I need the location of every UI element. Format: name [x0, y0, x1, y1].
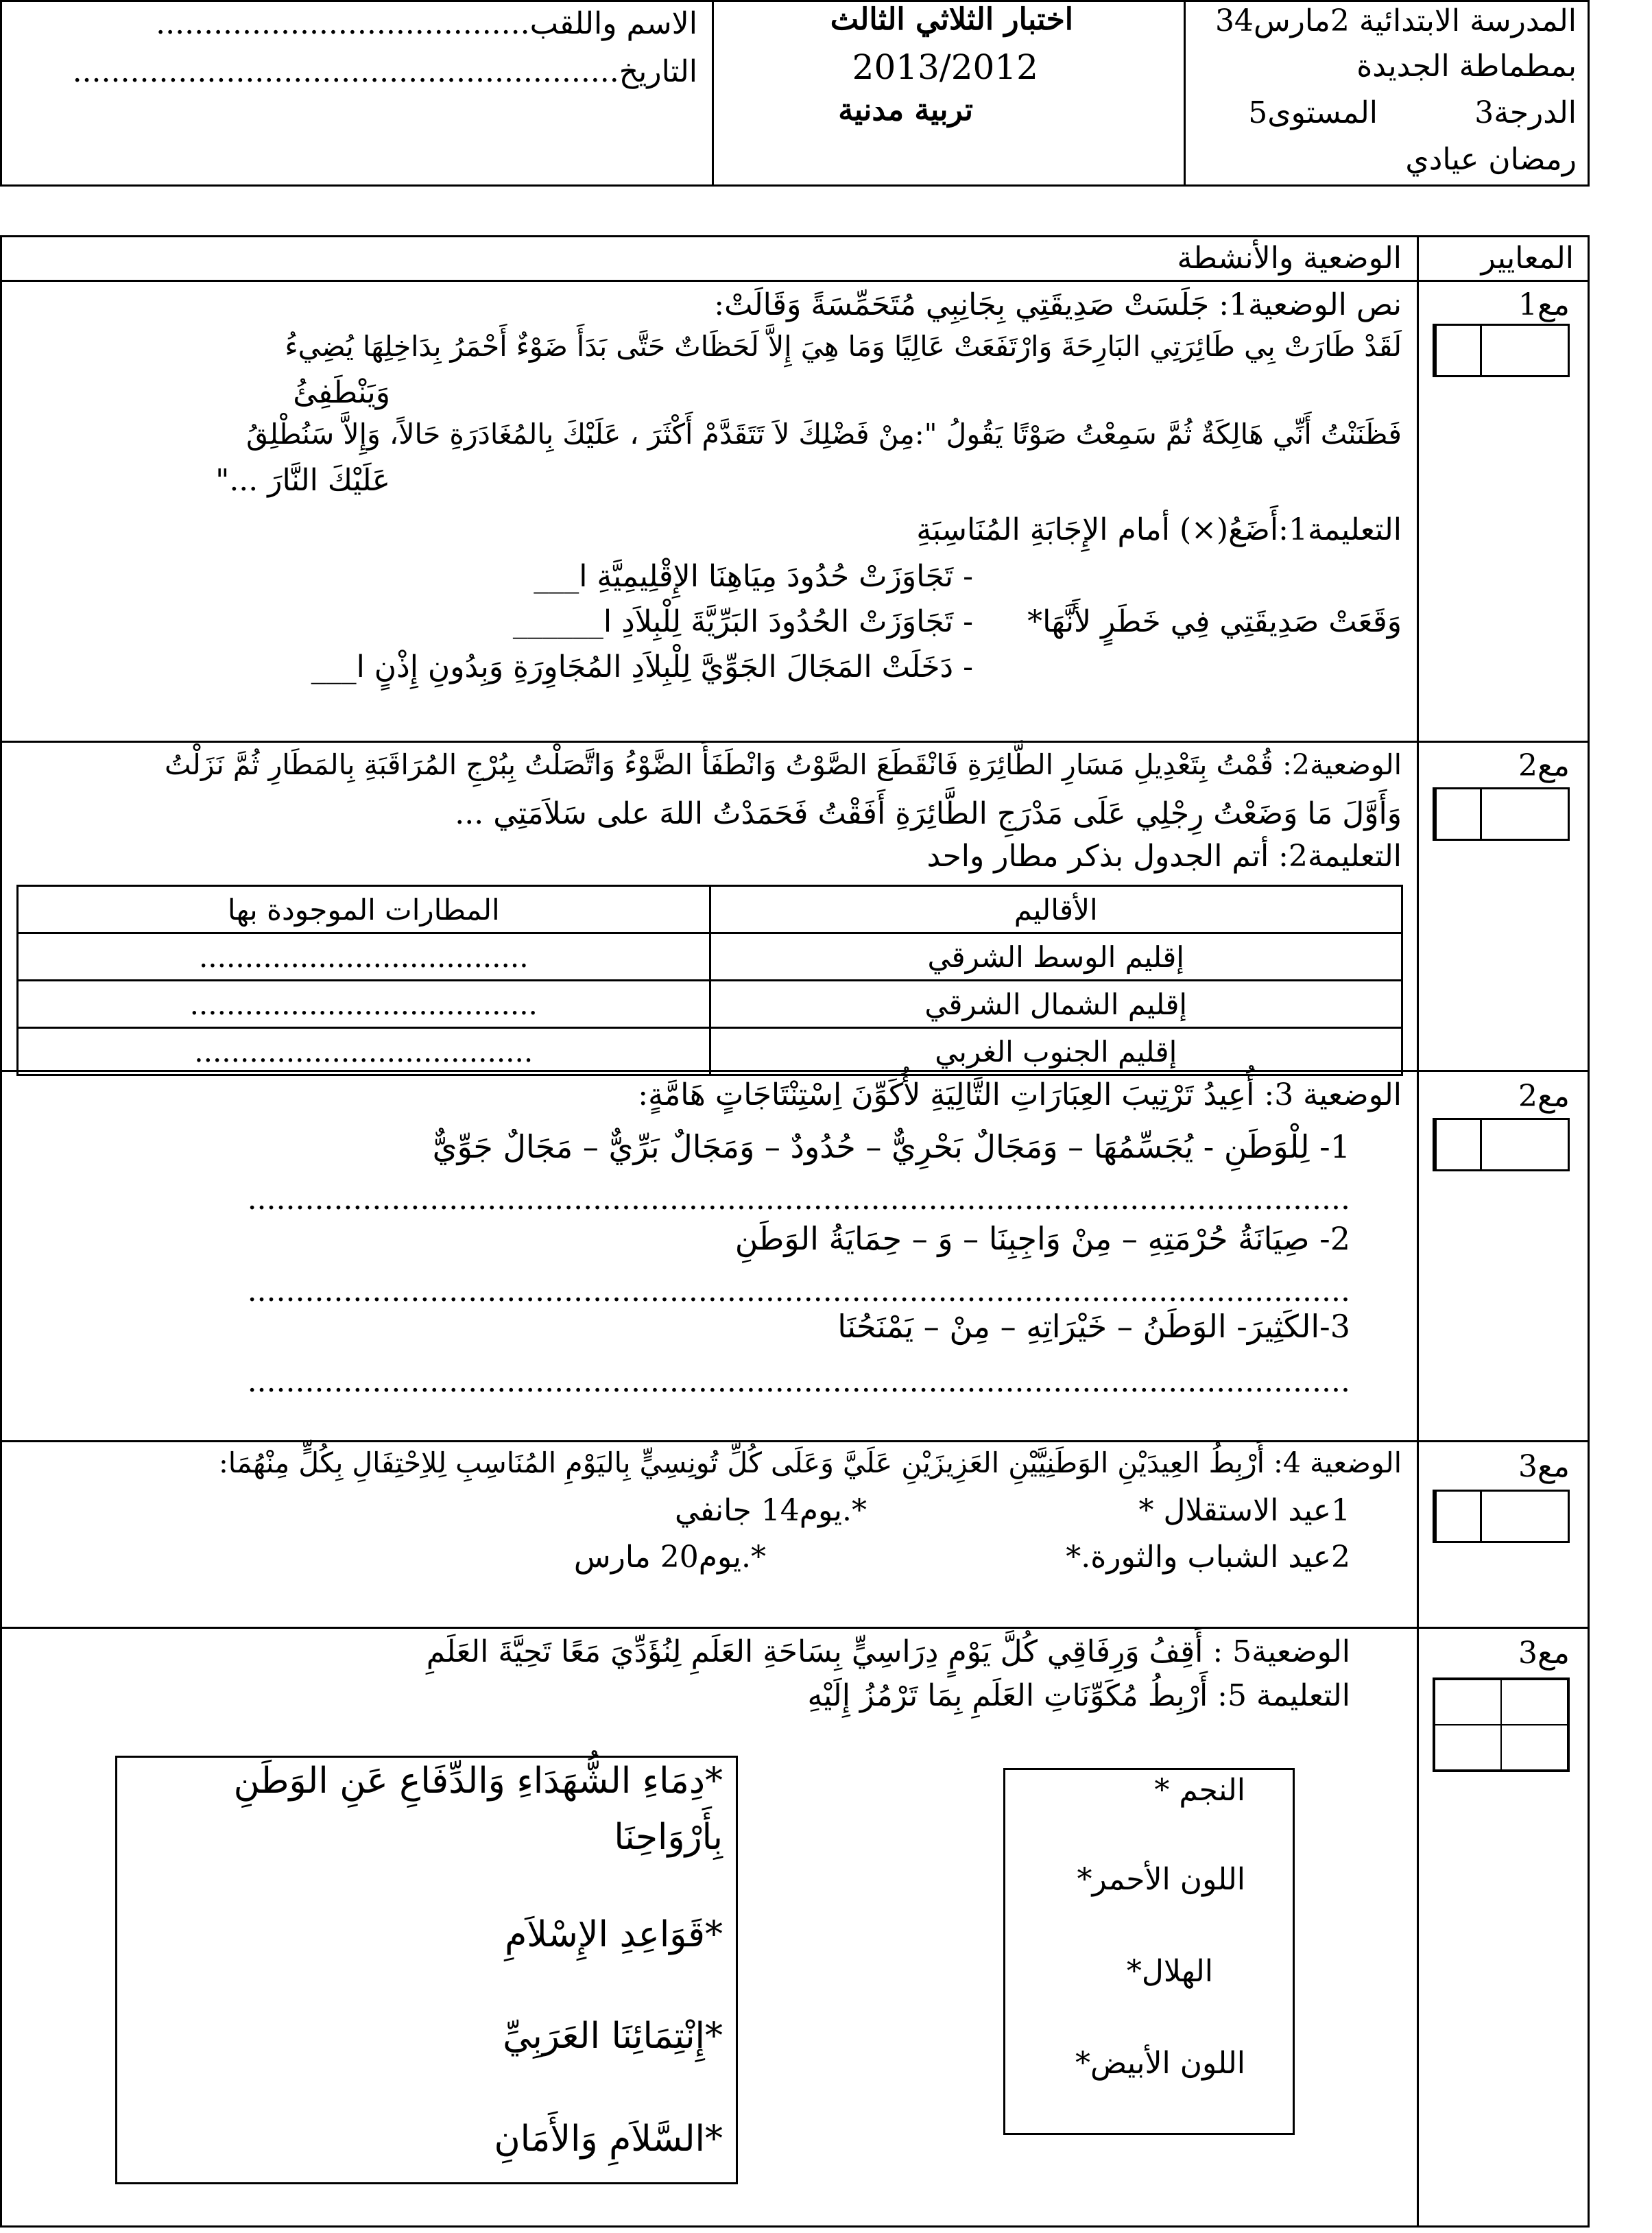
situation2-text-1: الوضعية2: قُمْتُ بِتَعْدِيلِ مَسَارِ الطَّائِرَةِ فَانْقَطَعَ الصَّوْتُ وَانْطَفَأَ الضَّوْءُ وَاتَّصَلْتُ بِبُرْجِ المُرَاقَبَةِ بِالمَطَارِ ثُمَّ نَزَلْتُ	[164, 748, 1402, 781]
answer-line-3[interactable]: ...................................................................................................................	[247, 1364, 1350, 1399]
situation1-text-3: فَظَنَنْتُ أَنِّي هَالِكَةٌ ثُمَّ سَمِعْتُ صَوْتًا يَقُولُ ":مِنْ فَضْلِكَ لاَ تَتَقَدَّمْ أَكْثَرَ ، عَلَيْكَ بِالمُغَادَرَةِ حَالاً، وَإِلاَّ سَنُطْلِقُ	[246, 418, 1402, 451]
row-line-1	[0, 741, 1590, 743]
situation1-text-2: وَيَنْطَفِئُ	[293, 375, 390, 410]
flag-meaning-cont: بِأَرْوَاحِنَا	[614, 1817, 723, 1858]
situation3-intro: الوضعية 3: أُعِيدُ تَرْتِيبَ العِبَارَاتِ التَّالِيَةِ لأُكَوِّنَ اِسْتِنْتَاجَاتٍ هَامَّةٍ:	[638, 1077, 1402, 1112]
criteria-label-4: مع3	[1518, 1449, 1570, 1484]
flag-component[interactable]: اللون الأحمر*	[1077, 1862, 1245, 1897]
situation1-text-4: عَلَيْكَ النَّارَ ..."	[215, 463, 390, 498]
criteria-label-3: مع2	[1518, 1079, 1570, 1114]
option-1[interactable]: - تَجَاوَزَتْ حُدُودَ مِيَاهِنَا الإِقْلِيمِيَّةِ ا___	[534, 559, 973, 594]
grade-label: الدرجة3	[1474, 95, 1577, 130]
flag-component[interactable]: النجم *	[1154, 1773, 1245, 1808]
flag-component[interactable]: اللون الأبيض*	[1075, 2046, 1245, 2081]
date-1[interactable]: *.يوم14 جانفي	[675, 1493, 867, 1528]
situation2-text-2: وَأَوَّلَ مَا وَضَعْتُ رِجْلِي عَلَى مَدْرَجِ الطَّائِرَةِ أَفَقْتُ فَحَمَدْتُ اللهَ على سَلاَمَتِي ...	[455, 796, 1402, 831]
header-divider-right	[1184, 0, 1186, 187]
teacher-name: رمضان عيادي	[1405, 142, 1577, 177]
reorder-item-2: 2- صِيَانَةُ حُرْمَتِهِ – مِنْ وَاجِبِنَا – وَ – حِمَايَةُ الوَطَنِ	[734, 1220, 1350, 1257]
instruction-1: التعليمة1:أَضَعُ(×) أمام الإِجَابَةِ المُنَاسِبَةِ	[916, 512, 1402, 547]
answer-line-2[interactable]: ...................................................................................................................	[247, 1274, 1350, 1309]
grade-boxes-3[interactable]	[1433, 1118, 1570, 1171]
school-location: بمطماطة الجديدة	[1356, 49, 1577, 84]
airport-answer[interactable]: ......................................	[18, 981, 710, 1028]
situation4-intro: الوضعية 4: أَرْبِطُ العِيدَيْنِ الوَطَنِيَّيْنِ العَزِيزَيْنِ عَلَيَّ وَعَلَى كُلِّ تُونِسِيٍّ بِاليَوْمِ المُنَاسِبِ لِلاِحْتِفَالِ بِكُلٍّ مِنْهُمَا:	[218, 1446, 1402, 1479]
col-regions: الأقاليم	[710, 886, 1402, 933]
criteria-label-2: مع2	[1518, 748, 1570, 783]
activities-header: الوضعية والأنشطة	[1177, 241, 1402, 276]
region-name: إقليم الجنوب الغربي	[710, 1028, 1402, 1075]
flag-meaning[interactable]: *السَّلاَمِ وَالأَمَانِ	[494, 2118, 723, 2160]
region-name: إقليم الوسط الشرقي	[710, 933, 1402, 981]
flag-meaning[interactable]: *قَوَاعِدِ الإِسْلاَمِ	[505, 1914, 723, 1955]
option-2[interactable]: - تَجَاوَزَتْ الحُدُودَ البَرِّيَّةَ لِلْبِلاَدِ ا______	[512, 604, 973, 639]
airports-table-header	[18, 886, 1402, 933]
grade-boxes-4[interactable]	[1433, 1490, 1570, 1543]
grade-boxes-5[interactable]	[1433, 1677, 1570, 1772]
flag-meaning[interactable]: *دِمَاءِ الشُّهَدَاءِ وَالدِّفَاعِ عَنِ الوَطَنِ	[233, 1760, 723, 1802]
question-stem-1: وَقَعَتْ صَدِيقَتِي فِي خَطَرٍ لأَنَّهَا*	[1027, 604, 1402, 639]
subject-title: تربية مدنية	[838, 93, 973, 128]
school-year: 2013/2012	[852, 47, 1038, 87]
instruction-5: التعليمة 5: أَرْبِطُ مُكَوِّنَاتِ العَلَمِ بِمَا تَرْمُزُ إِلَيْهِ	[807, 1678, 1350, 1713]
row-line-head	[0, 280, 1590, 282]
region-name: إقليم الشمال الشرقي	[710, 981, 1402, 1028]
situation1-text-1: لَقَدْ طَارَتْ بِي طَائِرَتِي البَارِحَةَ وَارْتَفَعَتْ عَالِيًا وَمَا هِيَ إِلاَّ لَحَظَاتٌ حَتَّى بَدَأَ ضَوْءٌ أَحْمَرُ بِدَاخِلِهَا يُضِيءُ	[285, 330, 1402, 363]
holiday-2[interactable]: 2عيد الشباب والثورة.*	[1066, 1540, 1350, 1575]
school-name: المدرسة الابتدائية 2مارس34	[1214, 3, 1577, 38]
criteria-column-divider	[1417, 235, 1419, 2228]
situation5-intro: الوضعية5 : أَقِفُ وَرِفَاقِي كُلَّ يَوْمٍ دِرَاسِيٍّ بِسَاحَةِ العَلَمِ لِنُؤَدِّيَ مَعًا تَحِيَّةَ العَلَمِ	[426, 1634, 1350, 1669]
answer-line-1[interactable]: ...................................................................................................................	[247, 1182, 1350, 1217]
flag-meaning[interactable]: *إِنْتِمَائِنَا العَرَبِيِّ	[503, 2016, 723, 2057]
criteria-label-1: مع1	[1518, 287, 1570, 322]
row-line-4	[0, 1627, 1590, 1629]
airport-answer[interactable]: ....................................	[18, 933, 710, 981]
table-row	[18, 933, 1402, 981]
row-line-3	[0, 1440, 1590, 1442]
table-row	[18, 981, 1402, 1028]
flag-component[interactable]: الهلال*	[1126, 1954, 1213, 1989]
holiday-1[interactable]: 1عيد الاستقلال *	[1138, 1493, 1350, 1528]
grade-boxes-1[interactable]	[1433, 324, 1570, 377]
criteria-header: المعايير	[1481, 241, 1574, 276]
date-2[interactable]: *.يوم20 مارس	[573, 1540, 766, 1575]
reorder-item-3: 3-الكَثِيرَ- الوَطَنُ – خَيْرَاتِهِ – مِنْ – يَمْنَحُنَا	[837, 1308, 1350, 1345]
table-row	[18, 1028, 1402, 1075]
col-airports: المطارات الموجودة بها	[18, 886, 710, 933]
date-field[interactable]: التاريخ.........................................................	[72, 54, 697, 89]
option-3[interactable]: - دَخَلَتْ المَجَالَ الجَوِّيَّ لِلْبِلاَدِ المُجَاوِرَةِ وَبِدُونِ إِذْنٍ ا___	[311, 649, 973, 684]
header-divider-left	[712, 0, 714, 187]
exam-title: اختبار الثلاثي الثالث	[830, 2, 1073, 37]
level-label: المستوى5	[1248, 95, 1378, 130]
name-field[interactable]: الاسم واللقب.......................................	[156, 6, 697, 41]
criteria-label-5: مع3	[1518, 1636, 1570, 1671]
grade-boxes-2[interactable]	[1433, 787, 1570, 841]
airport-answer[interactable]: .....................................	[18, 1028, 710, 1075]
instruction-2: التعليمة2: أتم الجدول بذكر مطار واحد	[926, 839, 1402, 874]
airports-table	[16, 885, 1403, 1076]
reorder-item-1: 1- لِلْوَطَنِ - يُجَسِّمُهَا – وَمَجَالٌ بَحْرِيٌّ – حُدُودٌ – وَمَجَالٌ بَرِّيٌّ – مَجَالٌ جَوِّيٌّ	[432, 1128, 1350, 1165]
situation1-intro: نص الوضعية1: جَلَسَتْ صَدِيقَتِي بِجَانِبِي مُتَحَمِّسَةً وَقَالَتْ:	[714, 287, 1402, 322]
